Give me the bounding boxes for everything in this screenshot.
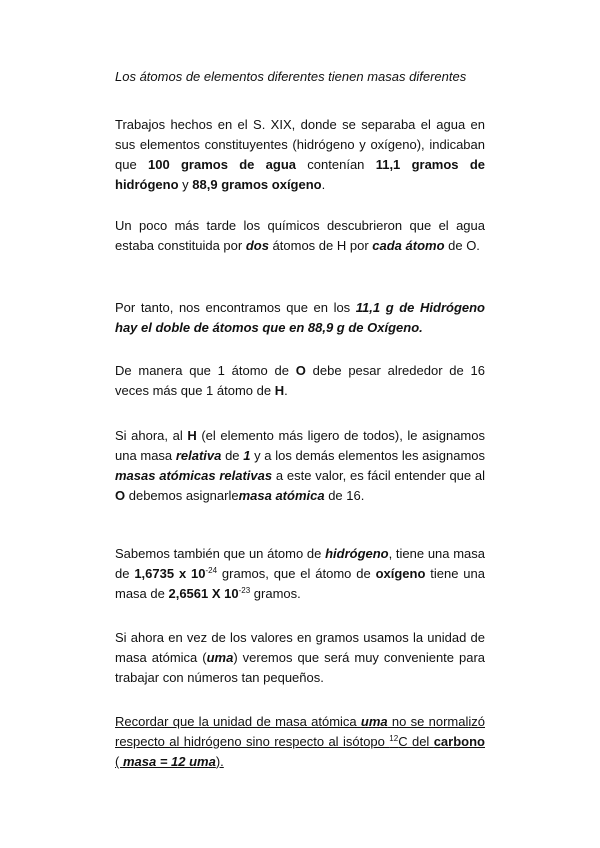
document-title: Los átomos de elementos diferentes tienen masas diferentes bbox=[115, 69, 467, 84]
text: debemos asignarle bbox=[125, 488, 239, 503]
text: De manera que 1 átomo de bbox=[115, 363, 296, 378]
bold-text: carbono bbox=[433, 734, 485, 749]
bold-italic-text: uma bbox=[206, 650, 234, 665]
bold-text: O bbox=[295, 363, 306, 378]
text: Sabemos también que un átomo de bbox=[115, 546, 326, 561]
text: gramos, que el átomo de bbox=[217, 566, 376, 581]
bold-italic-text: 1 bbox=[243, 448, 251, 463]
paragraph-water-composition bbox=[115, 115, 485, 195]
text: y bbox=[178, 177, 193, 192]
paragraph-conclusion bbox=[115, 298, 485, 338]
bold-italic-text: cada átomo bbox=[372, 238, 445, 253]
text: Recordar que la unidad de masa atómica bbox=[115, 714, 361, 729]
bold-italic-text: masas atómicas relativas bbox=[115, 468, 273, 483]
text: a este valor, es fácil entender que al bbox=[272, 468, 486, 483]
text: de O. bbox=[444, 238, 480, 253]
text: ( bbox=[115, 754, 123, 769]
bold-italic-text: dos bbox=[245, 238, 269, 253]
text: tiene una masa de bbox=[115, 566, 485, 601]
text: de bbox=[221, 448, 244, 463]
text: Si ahora en vez de los valores en gramos usamos la unidad de masa atómica ( bbox=[115, 630, 485, 665]
text: y a los demás elementos les asignamos bbox=[250, 448, 485, 463]
text: Trabajos hechos en el S. XIX, donde se separaba el agua en sus elementos constituyentes (hidrógeno y oxígeno), indicaban que bbox=[115, 117, 485, 172]
bold-text: 11,1 gramos de hidrógeno bbox=[115, 157, 485, 192]
text: ). bbox=[215, 754, 224, 769]
bold-text: 2,6561 X 10 bbox=[168, 586, 239, 601]
text: gramos. bbox=[250, 586, 301, 601]
text: Por tanto, nos encontramos que en los bbox=[115, 300, 356, 315]
text: C del bbox=[398, 734, 434, 749]
text: , tiene una masa de bbox=[115, 546, 485, 581]
superscript: -24 bbox=[205, 566, 218, 575]
bold-italic-text: 11,1 g de Hidrógeno hay el doble de átomos que en 88,9 g de Oxígeno. bbox=[115, 300, 485, 335]
text: . bbox=[321, 177, 326, 192]
text: de 16. bbox=[324, 488, 365, 503]
paragraph-reminder bbox=[115, 712, 485, 772]
bold-text: 88,9 gramos oxígeno bbox=[192, 177, 322, 192]
text: (el elemento más ligero de todos), le asignamos una masa bbox=[115, 428, 485, 463]
bold-italic-text: masa = 12 uma bbox=[122, 754, 216, 769]
bold-italic-text: hidrógeno bbox=[325, 546, 389, 561]
text: debe pesar alrededor de 16 veces más que 1 átomo de bbox=[115, 363, 485, 398]
bold-italic-text: masa atómica bbox=[238, 488, 325, 503]
superscript: 12 bbox=[389, 734, 399, 743]
bold-text: 100 gramos de agua bbox=[147, 157, 297, 172]
text: átomos de H por bbox=[268, 238, 373, 253]
paragraph-relative-mass bbox=[115, 426, 485, 506]
text: Si ahora, al bbox=[115, 428, 188, 443]
paragraph-atom-masses bbox=[115, 544, 485, 604]
paragraph-uma bbox=[115, 628, 485, 688]
bold-italic-text: uma bbox=[360, 714, 388, 729]
paragraph-oxygen-weight bbox=[115, 361, 485, 401]
text: ) veremos que será muy conveniente para trabajar con números tan pequeños. bbox=[115, 650, 485, 685]
superscript: -23 bbox=[238, 586, 251, 595]
bold-text: oxígeno bbox=[375, 566, 426, 581]
text: Un poco más tarde los químicos descubrieron que el agua estaba constituida por bbox=[115, 218, 485, 253]
bold-text: 1,6735 x 10 bbox=[134, 566, 206, 581]
paragraph-water-atoms bbox=[115, 216, 485, 256]
bold-text: O bbox=[115, 488, 126, 503]
text: no se normalizó respecto al hidrógeno sino respecto al isótopo bbox=[115, 714, 485, 749]
bold-text: H bbox=[187, 428, 197, 443]
bold-italic-text: relativa bbox=[175, 448, 222, 463]
text: . bbox=[284, 383, 288, 398]
text: contenían bbox=[296, 157, 376, 172]
bold-text: H bbox=[274, 383, 285, 398]
